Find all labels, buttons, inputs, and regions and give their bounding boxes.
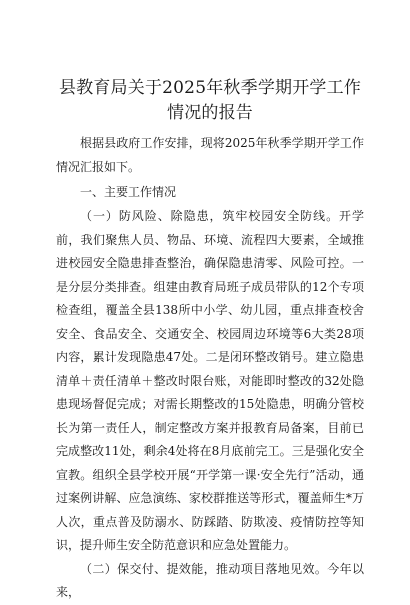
intro-paragraph: 根据县政府工作安排，现将2025年秋季学期开学工作情况汇报如下。 — [56, 136, 364, 174]
body-paragraph-1: （一）防风险、除隐患，筑牢校园安全防线。开学前，我们聚焦人员、物品、环境、流程四大要素，全域推进校园安全隐患排查整治，确保隐患清零、风险可控。一是分层分类排查。组建由教育局班子成员带队的12个专项检查组，覆盖全县138所中小学、幼儿园，重点排查校舍安全、食品安全、交通安全、校园周边环境等6大类28项内容，累计发现隐患47处。二是闭环整改销号。建立隐患清单＋责任清单＋整改时限台账，对能即时整改的32处隐患现场督促完成；对需长期整改的15处隐患，明确分管校长为第一责任人，制定整改方案并报教育局备案，目前已完成整改11处，剩余4处将在8月底前完工。三是强化安全宣教。组织全县学校开展“开学第一课·安全先行”活动，通过案例讲解、应急演练、家校群推送等形式，覆盖师生*万人次，重点普及防溺水、防踩踏、防欺凌、疫情防控等知识，提升师生安全防范意识和应急处置能力。 — [56, 209, 364, 552]
body-paragraph-2: （二）保交付、提效能，推动项目落地见效。今年以来， — [56, 561, 364, 599]
section-heading: 一、主要工作情况 — [80, 185, 177, 199]
document-title: 县教育局关于2025年秋季学期开学工作情况的报告 — [58, 78, 362, 123]
